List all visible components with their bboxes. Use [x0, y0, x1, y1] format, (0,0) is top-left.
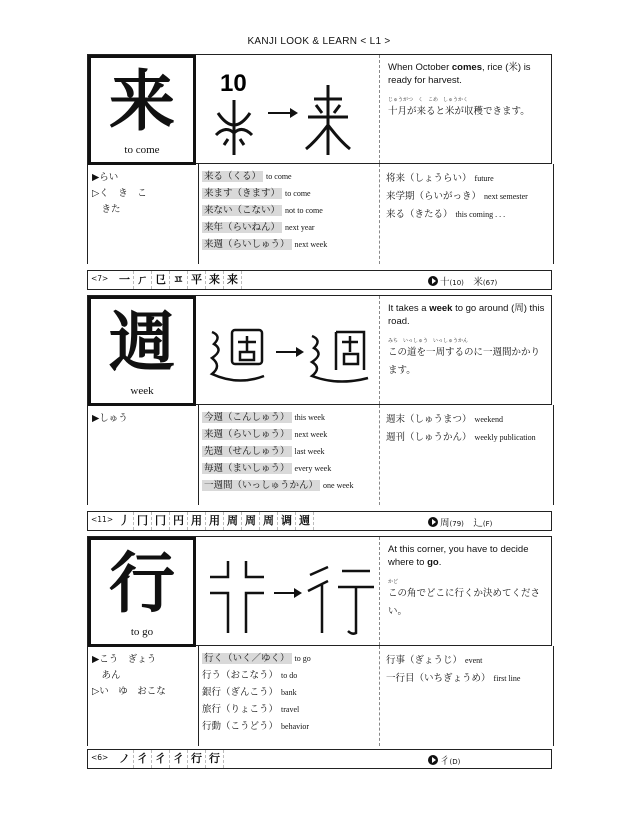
- big-kanji: 来: [109, 62, 175, 140]
- divider: [379, 405, 381, 505]
- evolution-number: 10: [220, 70, 247, 97]
- card-top-row: [87, 295, 552, 405]
- vocab-item: 一週間（いっしゅうかん） one week: [204, 480, 354, 491]
- road-drawing: [212, 330, 264, 381]
- reading-row: ▶らい: [92, 172, 119, 183]
- vocab-list-advanced: [386, 652, 551, 688]
- stroke-sequence: [116, 271, 242, 289]
- radical-reference: 十(10) 米(67): [428, 274, 497, 288]
- page-title: KANJI LOOK & LEARN < L1 >: [247, 36, 391, 47]
- mnemonic-english: At this corner, you have to decide where to go.: [388, 544, 529, 568]
- vocab-item: 来ない（こない） not to come: [204, 205, 323, 216]
- stroke-count: <7>: [91, 274, 109, 283]
- vocab-item: 旅行（りょこう） travel: [202, 704, 300, 715]
- mnemonic-english: When October comes, rice (米) is ready for harvest.: [388, 62, 531, 86]
- mnemonic-english: It takes a week to go around (周) this road.: [388, 303, 545, 327]
- arrow-icon: [274, 588, 302, 598]
- furigana: かど: [388, 579, 399, 585]
- vocab-list-advanced: [386, 411, 551, 447]
- vocab-item: 今週（こんしゅう） this week: [204, 412, 325, 423]
- stroke-step: 来: [206, 271, 224, 289]
- furigana: みち いっしゅう いっしゅうかん: [388, 338, 469, 344]
- mnemonic-japanese: かど この角でどこに行くか決めてください。: [388, 579, 548, 621]
- crossroads-drawing: [210, 561, 264, 633]
- reading-row: ▶こう ぎょう: [92, 654, 157, 665]
- vocab-item: 来週（らいしゅう） next week: [204, 429, 328, 440]
- big-kanji: 週: [109, 303, 175, 381]
- vocab-item: 毎週（まいしゅう） every week: [204, 463, 332, 474]
- vocab-item: 週末（しゅうまつ） weekend: [386, 414, 503, 425]
- stroke-step: 冂: [134, 512, 152, 530]
- stroke-step: 平: [188, 271, 206, 289]
- readings: [92, 411, 192, 427]
- vocab-item: 来週（らいしゅう） next week: [204, 239, 328, 250]
- kanji-card-shuu: [87, 295, 552, 531]
- vocab-list: [202, 650, 376, 735]
- divider: [379, 164, 381, 264]
- stroke-step: 周: [260, 512, 278, 530]
- kanji-card-rai: [87, 54, 552, 290]
- evolution-illustration: [198, 296, 378, 404]
- vocab-list-advanced: [386, 170, 551, 224]
- card-mid-row: [87, 646, 554, 746]
- vocab-item: 週刊（しゅうかん） weekly publication: [386, 432, 536, 443]
- vocab-item: 将来（しょうらい） future: [386, 173, 494, 184]
- evolution-illustration: [198, 537, 378, 645]
- vocab-item: 来る（くる） to come: [204, 171, 292, 182]
- reading-row: あん: [92, 670, 121, 681]
- radical-reference: 彳(D): [428, 753, 460, 767]
- stroke-order-row: [87, 270, 552, 290]
- kanji-card-kou: [87, 536, 552, 769]
- play-circle-icon: [428, 276, 438, 286]
- mnemonic-japanese: みち いっしゅう いっしゅうかん この道を一周するのに一週間かかります。: [388, 338, 548, 380]
- stroke-step: 彳: [152, 750, 170, 768]
- card-top-row: [87, 536, 552, 646]
- stroke-sequence: [116, 512, 314, 530]
- card-top-row: [87, 54, 552, 164]
- stroke-step: 冂: [152, 512, 170, 530]
- reading-row: ▷く き こ: [92, 188, 147, 199]
- stroke-count: <6>: [91, 753, 109, 762]
- vocab-item: 来る（きたる） this coming . . .: [386, 209, 506, 220]
- vocab-item: 銀行（ぎんこう） bank: [202, 687, 297, 698]
- kanji-box: [88, 55, 196, 165]
- divider: [198, 405, 199, 505]
- stroke-step: 丿: [116, 512, 134, 530]
- furigana: じゅうがつ く こめ しゅうかく: [388, 97, 469, 103]
- stroke-count: <11>: [91, 515, 114, 524]
- vocab-item: 行事（ぎょうじ） event: [386, 655, 483, 666]
- stroke-step: 周: [224, 512, 242, 530]
- card-mid-row: [87, 405, 554, 505]
- reading-row: ▶しゅう: [92, 413, 128, 424]
- vocab-item: 行く（いく／ゆく） to go: [204, 653, 311, 664]
- mnemonic: [388, 543, 548, 621]
- mnemonic-japanese: じゅうがつ く こめ しゅうかく 十月が来ると米が収穫できます。: [388, 97, 548, 121]
- stroke-step: 彳: [134, 750, 152, 768]
- shuu-early-form-drawing: [312, 332, 368, 382]
- rice-plant-drawing: [216, 100, 252, 155]
- mnemonic: [388, 61, 548, 121]
- stroke-step: 行: [206, 750, 224, 768]
- stroke-step: 行: [188, 750, 206, 768]
- stroke-step: 用: [188, 512, 206, 530]
- divider: [379, 55, 381, 163]
- kanji-meaning: to come: [124, 144, 160, 156]
- stroke-step: 円: [170, 512, 188, 530]
- arrow-icon: [276, 347, 304, 357]
- stroke-step: 来: [224, 271, 242, 289]
- rai-early-form-drawing: [306, 85, 350, 155]
- stroke-step: 用: [206, 512, 224, 530]
- vocab-item: 来ます（きます） to come: [204, 188, 311, 199]
- stroke-step: 彳: [170, 750, 188, 768]
- readings: [92, 170, 192, 218]
- stroke-step: 周: [242, 512, 260, 530]
- vocab-list: [202, 409, 376, 494]
- kanji-meaning: to go: [130, 626, 154, 638]
- kanji-meaning: week: [130, 385, 154, 397]
- kanji-box: [88, 296, 196, 406]
- stroke-sequence: [116, 750, 224, 768]
- divider: [379, 646, 381, 746]
- reading-row: きた: [92, 204, 121, 215]
- divider: [379, 296, 381, 404]
- stroke-step: ノ: [116, 750, 134, 768]
- mnemonic: [388, 302, 548, 380]
- divider: [198, 164, 199, 264]
- vocab-item: 行う（おこなう） to do: [202, 670, 298, 681]
- reading-row: ▷い ゆ おこな: [92, 686, 166, 697]
- divider: [379, 537, 381, 645]
- divider: [198, 646, 199, 746]
- play-circle-icon: [428, 755, 438, 765]
- stroke-order-row: [87, 511, 552, 531]
- vocab-item: 一行目（いちぎょうめ） first line: [386, 673, 521, 684]
- stroke-step: ㅍ: [170, 271, 188, 289]
- kanji-box: [88, 537, 196, 647]
- vocab-item: 先週（せんしゅう） last week: [204, 446, 325, 457]
- radical-reference: 周(79) 辶(F): [428, 515, 492, 529]
- stroke-step: 一: [116, 271, 134, 289]
- card-mid-row: [87, 164, 554, 264]
- vocab-item: 行動（こうどう） behavior: [202, 721, 310, 732]
- readings: [92, 652, 192, 700]
- stroke-step: 週: [296, 512, 314, 530]
- play-circle-icon: [428, 517, 438, 527]
- stroke-order-row: [87, 749, 552, 769]
- stroke-step: 调: [278, 512, 296, 530]
- kou-early-form-drawing: [308, 567, 374, 634]
- vocab-list: [202, 168, 376, 253]
- arrow-icon: [268, 108, 298, 118]
- vocab-item: 来学期（らいがっき） next semester: [386, 191, 528, 202]
- stroke-step: ㄏ: [134, 271, 152, 289]
- vocab-item: 来年（らいねん） next year: [204, 222, 315, 233]
- big-kanji: 行: [109, 544, 175, 622]
- evolution-illustration: [198, 55, 378, 163]
- stroke-step: 㔾: [152, 271, 170, 289]
